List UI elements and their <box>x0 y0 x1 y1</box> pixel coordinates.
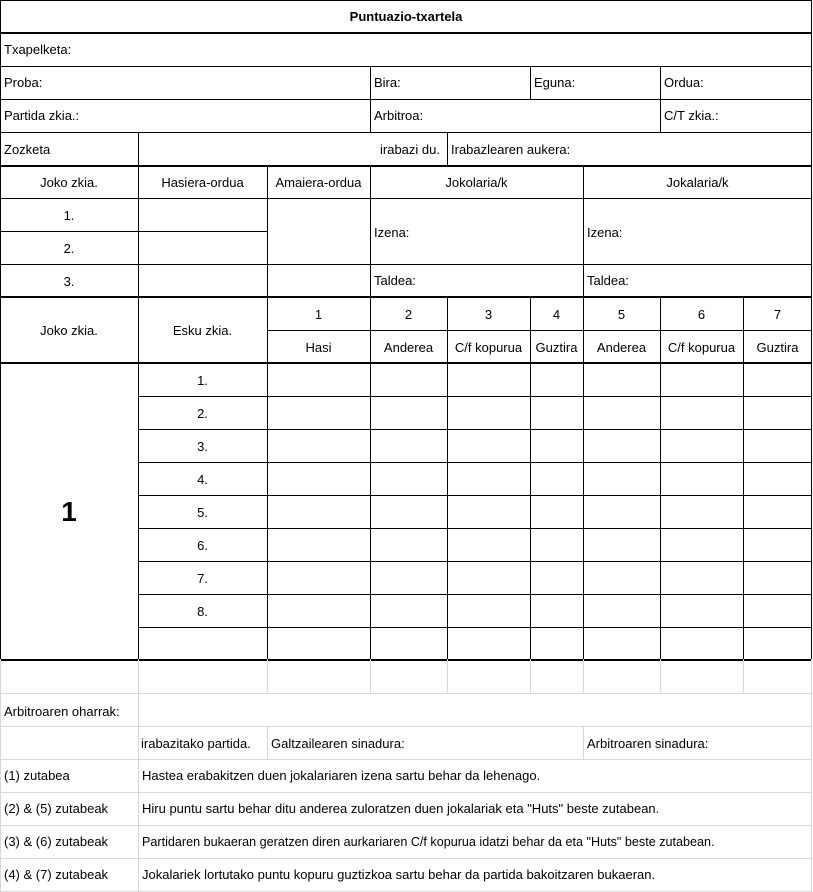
hand-number: 3. <box>197 439 208 454</box>
score-col-label: C/f kopurua <box>667 340 736 355</box>
col-header-player1: Jokolaria/k <box>445 175 508 190</box>
hand-number: 7. <box>197 571 208 586</box>
player2-team-field[interactable]: Taldea: <box>587 273 629 288</box>
note-label: (4) & (7) zutabeak <box>4 867 109 882</box>
field-arbitroa[interactable]: Arbitroa: <box>374 108 424 123</box>
player1-team-field[interactable]: Taldea: <box>374 273 416 288</box>
hand-number: 8. <box>197 604 208 619</box>
note-text: Jokalariek lortutako puntu kopuru guztizkoa sartu behar da partida bakoitzaren bukaeran. <box>142 867 656 882</box>
game-row-number: 1. <box>63 208 75 223</box>
hand-number: 1. <box>197 373 208 388</box>
page-title: Puntuazio-txartela <box>349 9 463 24</box>
score-col-label: Hasi <box>305 340 332 355</box>
score-col-number: 1 <box>314 307 323 322</box>
hand-number: 5. <box>197 505 208 520</box>
note-label: (2) & (5) zutabeak <box>4 801 109 816</box>
score-col-joko-zkia: Joko zkia. <box>40 323 98 338</box>
note-label: (1) zutabea <box>4 768 70 783</box>
game-number: 1 <box>61 496 77 527</box>
player2-name-field[interactable]: Izena: <box>587 225 623 240</box>
col-header-hasiera-ordua: Hasiera-ordua <box>161 175 244 190</box>
label-zozketa: Zozketa <box>4 142 51 157</box>
score-col-number: 2 <box>404 307 413 322</box>
player1-name-field[interactable]: Izena: <box>374 225 410 240</box>
note-text: Partidaren bukaeran geratzen diren aurkariaren C/f kopurua idatzi behar da eta "Huts" beste zutabean. <box>142 835 715 849</box>
field-arbitro-sinadura[interactable]: Arbitroaren sinadura: <box>587 736 709 751</box>
score-col-number: 3 <box>484 307 493 322</box>
note-text: Hiru puntu sartu behar ditu anderea zuloratzen duen jokalariak eta "Huts" beste zutabean. <box>142 801 660 816</box>
score-col-label: Guztira <box>756 340 799 355</box>
col-header-joko-zkia: Joko zkia. <box>40 175 98 190</box>
game-row-number: 3. <box>63 274 75 289</box>
field-txapelketa[interactable]: Txapelketa: <box>4 42 72 57</box>
score-col-label: C/f kopurua <box>454 340 523 355</box>
score-col-label: Anderea <box>596 340 647 355</box>
field-galtzailea-sinadura[interactable]: Galtzailearen sinadura: <box>271 736 405 751</box>
field-proba[interactable]: Proba: <box>4 75 43 90</box>
col-header-player2: Jokalaria/k <box>666 175 729 190</box>
note-text: Hastea erabakitzen duen jokalariaren izena sartu behar da lehenago. <box>142 768 541 783</box>
score-col-label: Guztira <box>535 340 578 355</box>
field-irabazlearen-aukera[interactable]: Irabazlearen aukera: <box>451 142 571 157</box>
field-ct-zkia[interactable]: C/T zkia.: <box>664 108 719 123</box>
score-col-number: 7 <box>773 307 782 322</box>
score-col-number: 5 <box>617 307 626 322</box>
score-col-label: Anderea <box>383 340 434 355</box>
field-bira[interactable]: Bira: <box>374 75 401 90</box>
score-col-number: 6 <box>697 307 706 322</box>
field-eguna[interactable]: Eguna: <box>534 75 576 90</box>
field-arbitro-oharrak[interactable]: Arbitroaren oharrak: <box>4 704 120 719</box>
game-row-number: 2. <box>63 241 75 256</box>
score-col-esku-zkia: Esku zkia. <box>172 323 233 338</box>
col-header-amaiera-ordua: Amaiera-ordua <box>275 175 362 190</box>
field-ordua[interactable]: Ordua: <box>664 75 704 90</box>
score-col-number: 4 <box>552 307 561 322</box>
field-partida-zkia[interactable]: Partida zkia.: <box>4 108 80 123</box>
hand-number: 4. <box>197 472 208 487</box>
label-irabazi-du: irabazi du. <box>380 142 440 157</box>
hand-number: 6. <box>197 538 208 553</box>
hand-number: 2. <box>197 406 208 421</box>
note-label: (3) & (6) zutabeak <box>4 834 109 849</box>
label-irabazitako-partida: irabazitako partida. <box>141 736 251 751</box>
